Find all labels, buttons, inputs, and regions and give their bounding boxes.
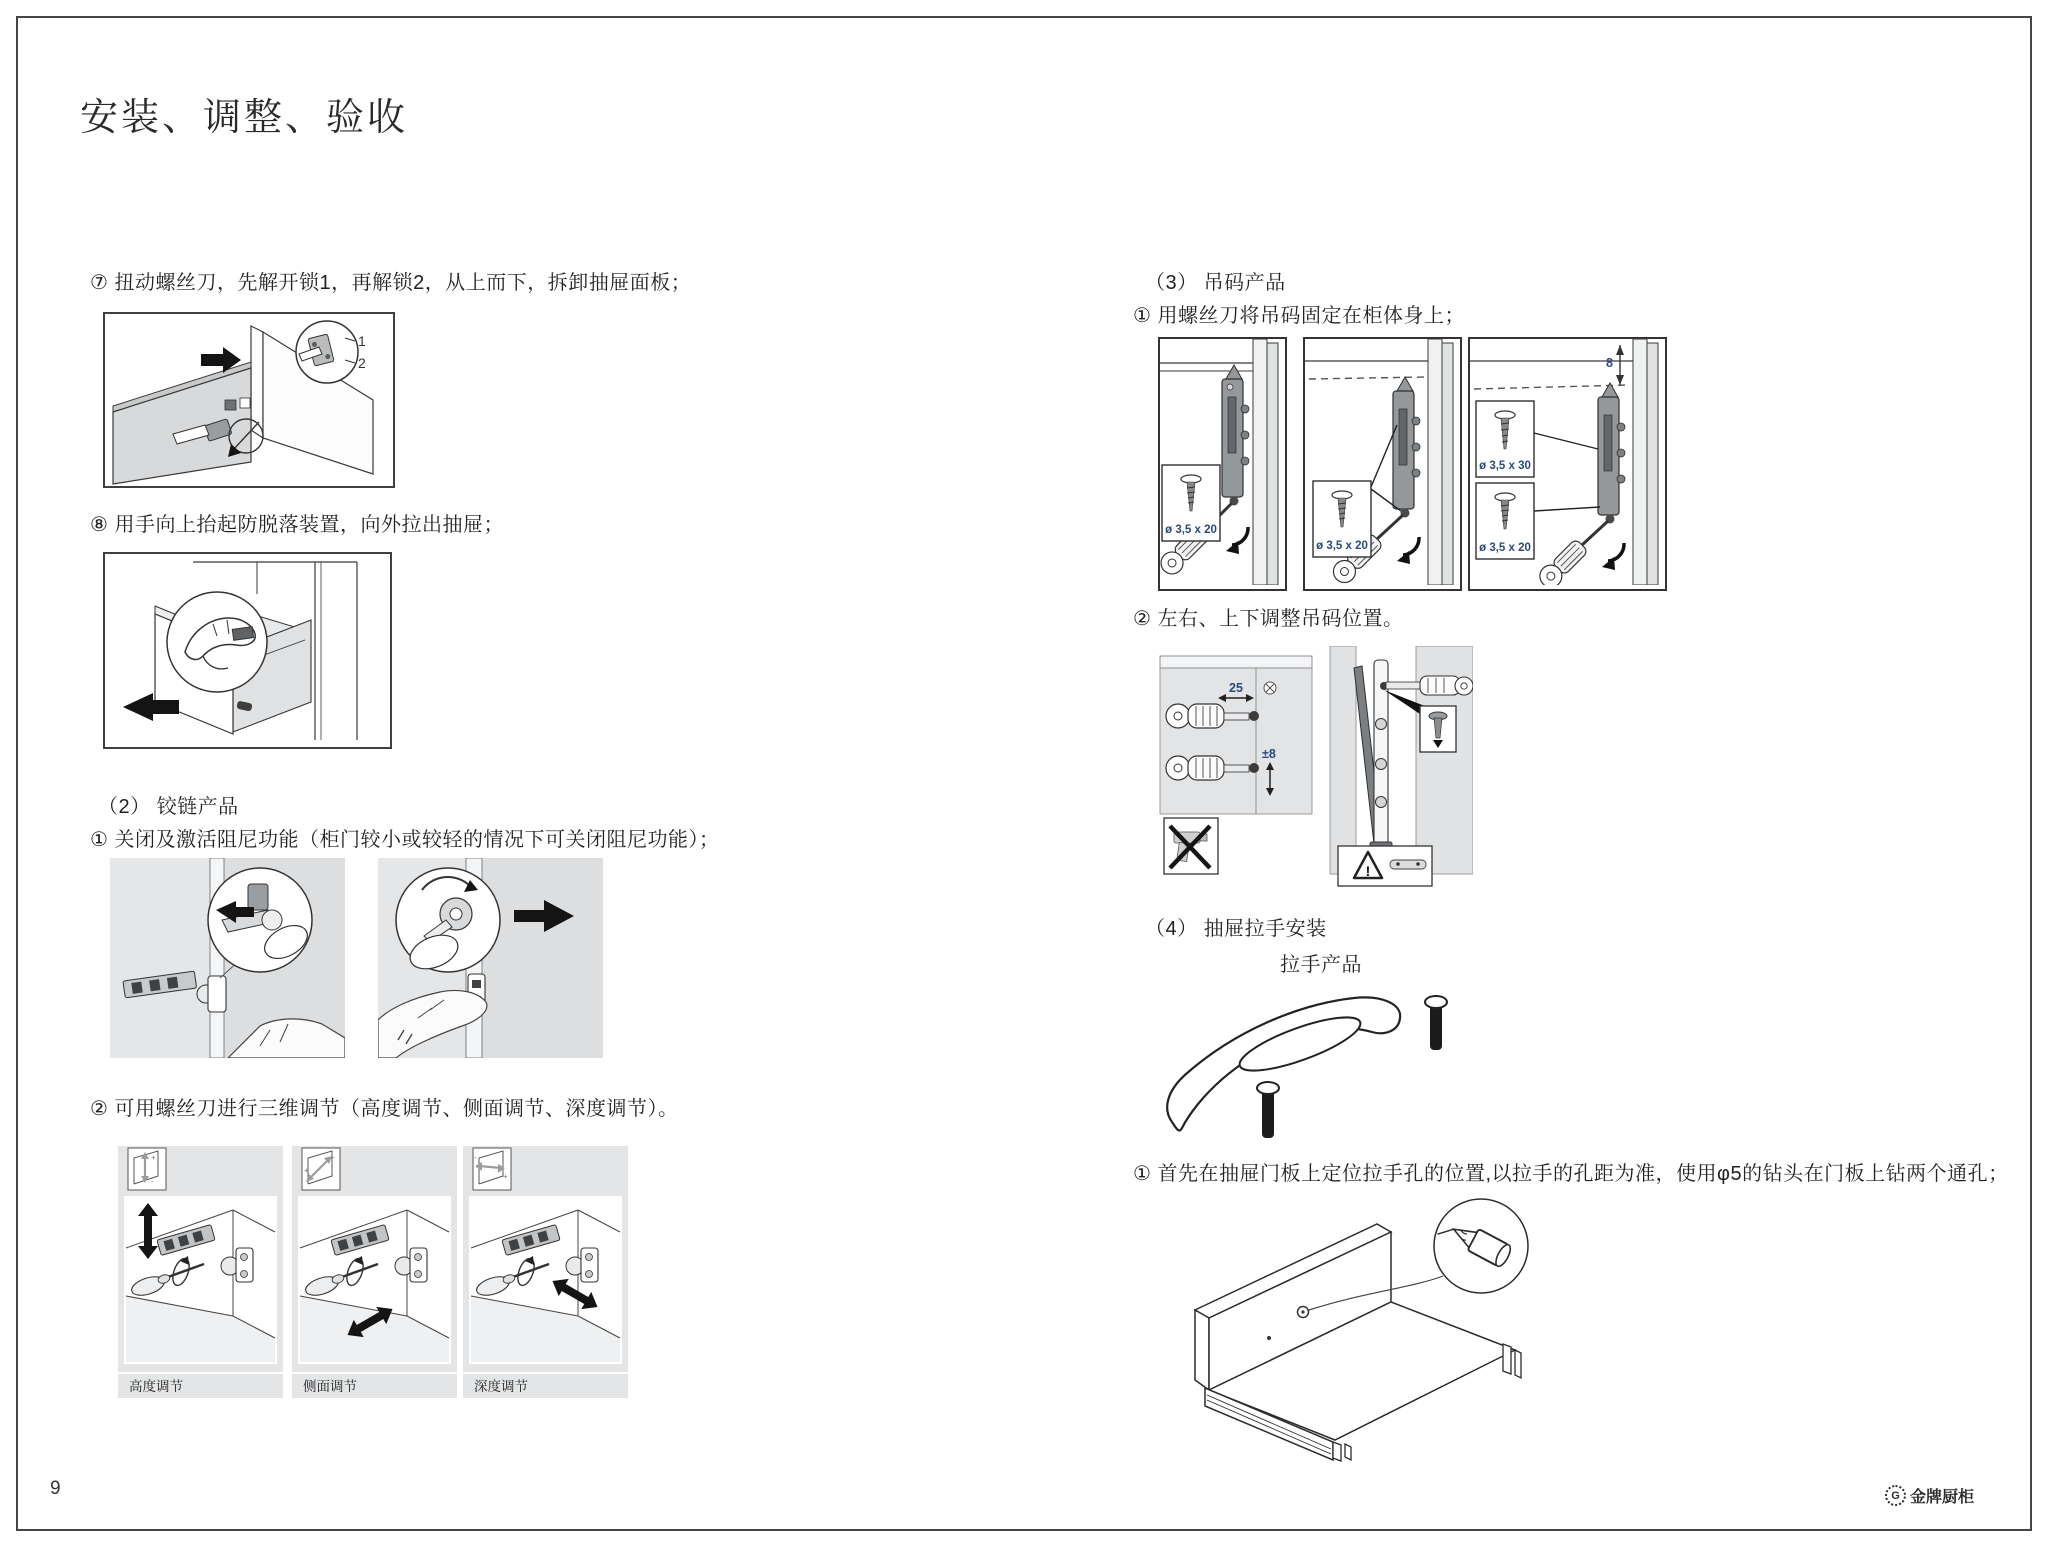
section2-step2: ② 可用螺丝刀进行三维调节（高度调节、侧面调节、深度调节）。: [90, 1098, 679, 1120]
screwdriver-icon: [1380, 676, 1473, 695]
illustration-damper-off: [110, 858, 345, 1058]
right-post: [1503, 1344, 1511, 1374]
svg-text:!: !: [1365, 863, 1371, 879]
wall-left: [1330, 646, 1356, 874]
svg-text:-: -: [474, 1153, 477, 1162]
lock-callout-2: 2: [358, 355, 366, 371]
illustration-remove-front-panel: [103, 312, 395, 488]
drawer-panel-drawing: [105, 314, 393, 486]
illustration-damper-on: [378, 858, 603, 1058]
panel-side-adjust: [292, 1146, 457, 1398]
rotate-arrow: [1608, 543, 1624, 561]
section4-step1: ① 首先在抽屉门板上定位拉手孔的位置,以拉手的孔距为准，使用φ5的钻头在门板上钻两个通孔；: [1133, 1163, 2009, 1185]
height-adjust-drawing: [118, 1146, 283, 1372]
dimension-pm8-label: ±8: [1262, 747, 1276, 761]
lock-callout-1: 1: [358, 333, 366, 349]
bracket-drawing-2: [1305, 339, 1456, 585]
step7-text: ⑦ 扭动螺丝刀，先解开锁1，再解锁2，从上而下，拆卸抽屉面板；: [90, 272, 692, 294]
caption-height: 高度调节: [118, 1372, 283, 1398]
illustration-handle: [1150, 974, 1550, 1159]
hanging-bracket: [1598, 383, 1625, 515]
depth-adjust-drawing: [463, 1146, 628, 1372]
dimension-8-label: 8: [1606, 356, 1613, 370]
damper-block: [248, 884, 268, 910]
cabinet-side: [482, 858, 603, 1058]
rotate-arrow: [1232, 527, 1248, 545]
hinge-damper-b: [378, 858, 603, 1058]
screw-spec-box-30: [1476, 401, 1534, 477]
bracket-adjust-drawing: [1158, 646, 1473, 891]
panel-height-adjust: [118, 1146, 283, 1398]
svg-text:+: +: [151, 1153, 156, 1162]
handle-drawing: [1150, 974, 1550, 1159]
drawer-pull-drawing: [105, 554, 390, 747]
drawer-drill-drawing: [1185, 1192, 1535, 1462]
section3-step1: ① 用螺丝刀将吊码固定在柜体身上；: [1133, 305, 1465, 327]
dimension-25-label: 25: [1229, 681, 1243, 695]
handle-screw-left: [1257, 1082, 1279, 1138]
svg-text:-: -: [151, 1177, 154, 1186]
hanging-bracket: [1393, 377, 1420, 509]
svg-text:+: +: [304, 1166, 309, 1175]
section3-title: （3） 吊码产品: [1145, 272, 1286, 294]
screw-down-box: [1420, 706, 1456, 752]
bracket-drawing-1: [1160, 339, 1281, 585]
illustration-drawer-drill: [1185, 1192, 1535, 1462]
svg-text:+: +: [503, 1172, 508, 1181]
illustration-pull-out-drawer: [103, 552, 392, 749]
page-title: 安装、调整、验收: [80, 97, 409, 139]
rail-icon: [1390, 860, 1426, 869]
section4-title: （4） 抽屉拉手安装: [1145, 918, 1327, 940]
hinge-damper-a: [110, 858, 345, 1058]
screwdriver-icon: [1535, 521, 1624, 585]
caption-depth: 深度调节: [463, 1372, 628, 1398]
section2-title: （2） 铰链产品: [98, 796, 239, 818]
side-adjust-drawing: [292, 1146, 457, 1372]
step8-text: ⑧ 用手向上抬起防脱落装置，向外拉出抽屉；: [90, 514, 504, 536]
svg-text:-: -: [332, 1153, 335, 1162]
caption-side: 侧面调节: [292, 1372, 457, 1398]
lock-slot-2: [240, 398, 250, 408]
brand-name: 金牌厨柜: [1909, 1489, 1974, 1506]
screw-spec-box: [1162, 465, 1220, 541]
cabinet-panel: [1633, 339, 1647, 585]
section3-step2: ② 左右、上下调整吊码位置。: [1133, 608, 1404, 630]
screw-size-label: ø 3,5 x 20: [1165, 524, 1217, 536]
screw-size-label: ø 3,5 x 20: [1316, 540, 1368, 552]
brand-mark-icon: G: [1885, 1485, 1906, 1506]
cabinet-panel: [1253, 339, 1267, 585]
cabinet-edge: [251, 326, 263, 438]
bracket-drawing-3: [1470, 339, 1661, 585]
shelf-edge: [1160, 656, 1312, 668]
panel-depth-adjust: [463, 1146, 628, 1398]
alignment-dashed-line: [1309, 377, 1425, 379]
hanging-bracket: [1222, 365, 1249, 497]
screw-spec-box-20: [1476, 483, 1534, 559]
illustration-bracket-1: [1158, 337, 1287, 591]
screw-size-label: ø 3,5 x 20: [1479, 542, 1531, 554]
brand-logo: [1885, 1484, 1974, 1507]
rotate-arrow: [1403, 537, 1419, 555]
handle-product-label: 拉手产品: [1280, 954, 1362, 976]
cabinet-panel: [1428, 339, 1442, 585]
illustration-bracket-3: [1468, 337, 1667, 591]
handle-screw-right: [1425, 996, 1447, 1050]
screw-spec-box: [1313, 481, 1371, 557]
illustration-bracket-adjust: [1158, 646, 1473, 891]
lock-slot-1: [225, 400, 236, 410]
mounting-plate: [208, 976, 226, 1012]
section2-step1: ① 关闭及激活阻尼功能（柜门较小或较轻的情况下可关闭阻尼功能）；: [90, 829, 720, 851]
no-drill-box: [1164, 818, 1218, 874]
warning-box: [1338, 846, 1432, 886]
illustration-bracket-2: [1303, 337, 1462, 591]
hole-marker-2: [1267, 1336, 1271, 1340]
screw-size-label: ø 3,5 x 30: [1479, 460, 1531, 472]
front-post: [1333, 1442, 1341, 1461]
page-number: 9: [50, 1478, 61, 1499]
